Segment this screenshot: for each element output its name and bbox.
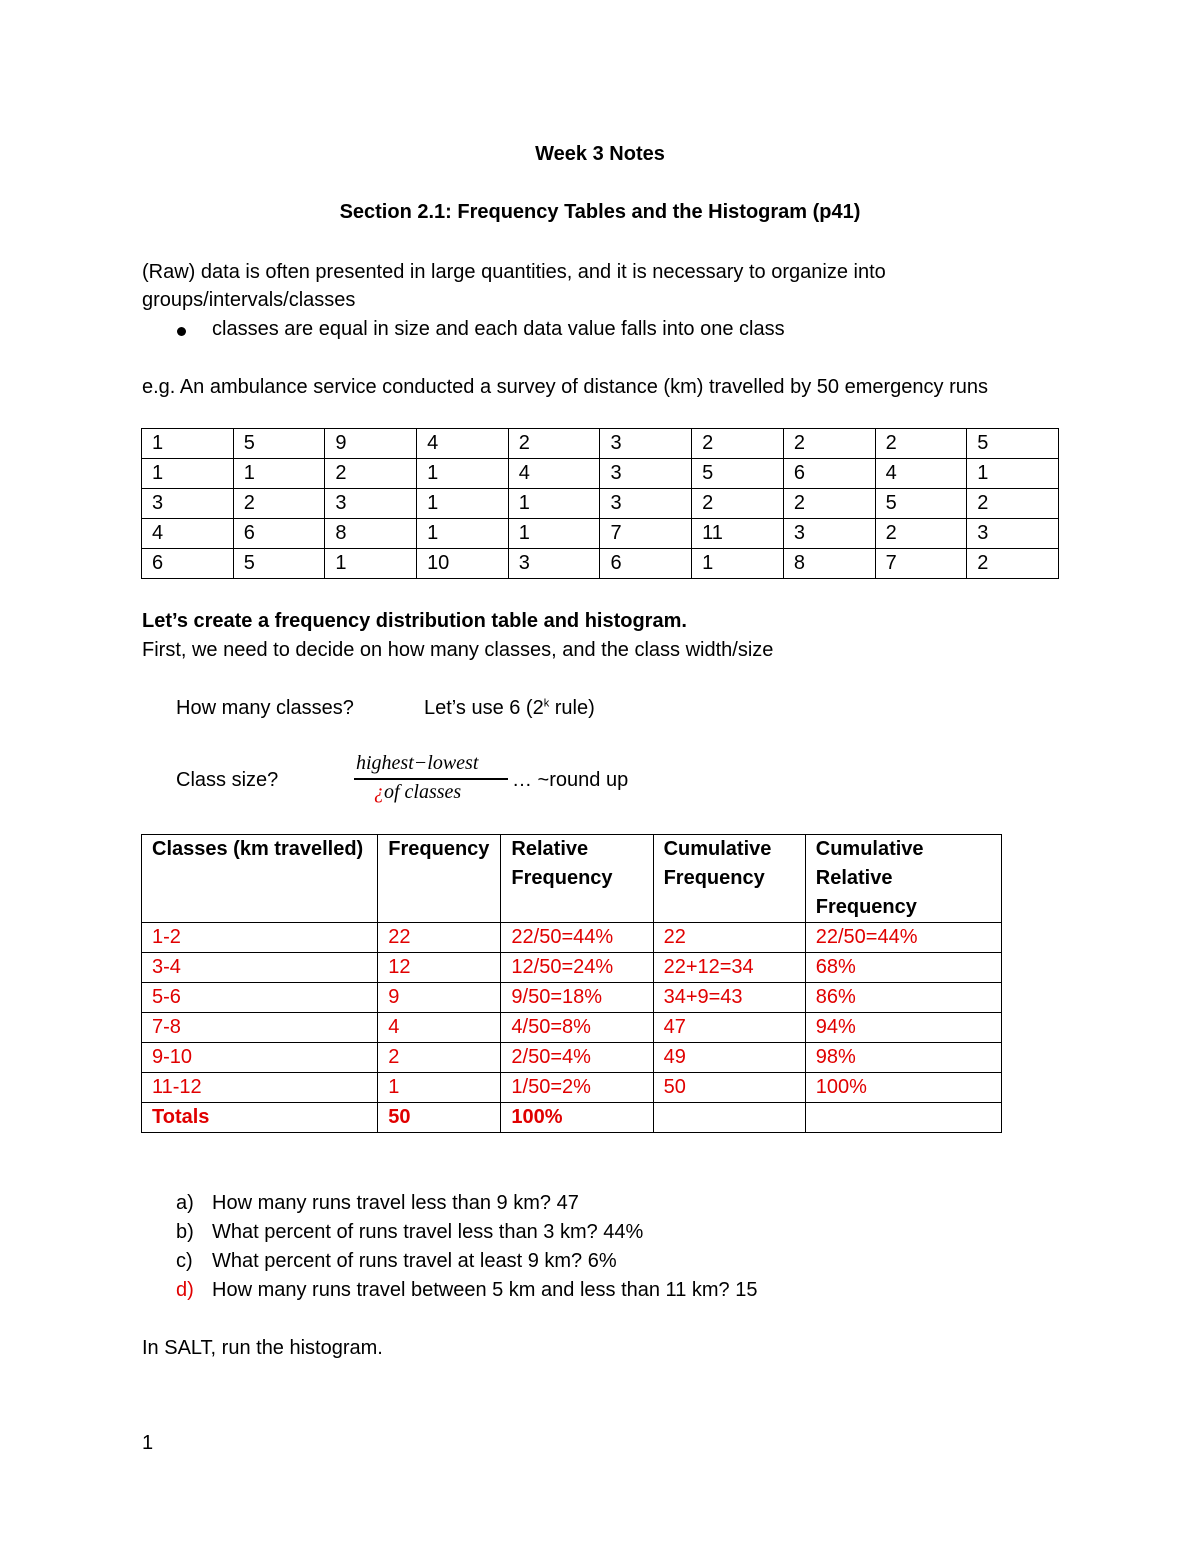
freq-cell: 3-4 xyxy=(142,953,378,983)
raw-data-cell: 2 xyxy=(692,489,784,519)
freq-cell: 22/50=44% xyxy=(501,923,653,953)
raw-data-cell: 8 xyxy=(783,549,875,579)
freq-cell: 2 xyxy=(378,1043,501,1073)
freq-cell: 11-12 xyxy=(142,1073,378,1103)
raw-data-cell: 3 xyxy=(967,519,1059,549)
raw-data-cell: 2 xyxy=(783,429,875,459)
raw-data-cell: 3 xyxy=(600,429,692,459)
freq-header-line: Classes (km travelled) xyxy=(152,838,364,860)
freq-row xyxy=(142,1043,1002,1073)
bullet-text: classes are equal in size and each data value falls into one class xyxy=(212,318,785,340)
first-line: First, we need to decide on how many classes, and the class width/size xyxy=(142,639,774,661)
freq-header-cell xyxy=(142,835,378,923)
freq-cell: 2/50=4% xyxy=(501,1043,653,1073)
question-label: d) xyxy=(176,1279,194,1301)
raw-data-cell: 2 xyxy=(967,549,1059,579)
freq-cell: 1 xyxy=(378,1073,501,1103)
fraction-denominator-text: of classes xyxy=(384,781,462,803)
class-size-suffix: … ~round up xyxy=(512,769,629,791)
intro-line-1: (Raw) data is often presented in large quantities, and it is necessary to organize into xyxy=(142,261,886,283)
raw-data-row xyxy=(142,459,1059,489)
raw-data-cell: 2 xyxy=(783,489,875,519)
raw-data-row xyxy=(142,429,1059,459)
freq-header-cell xyxy=(653,835,805,923)
bullet-icon xyxy=(177,327,186,336)
how-many-answer-prefix: Let’s use 6 (2 xyxy=(424,697,544,719)
freq-header-cell xyxy=(805,835,1001,923)
raw-data-cell: 2 xyxy=(325,459,417,489)
freq-header-line: Relative xyxy=(511,838,589,860)
freq-cell: 100% xyxy=(805,1073,1001,1103)
freq-totals-cell: 50 xyxy=(378,1103,501,1133)
raw-data-cell: 1 xyxy=(325,549,417,579)
raw-data-cell: 1 xyxy=(508,489,600,519)
freq-cell: 94% xyxy=(805,1013,1001,1043)
raw-data-cell: 4 xyxy=(417,429,509,459)
raw-data-cell: 2 xyxy=(875,429,967,459)
freq-totals-cell xyxy=(653,1103,805,1133)
freq-totals-cell: 100% xyxy=(501,1103,653,1133)
how-many-answer-sup: k xyxy=(543,697,550,710)
section-heading: Section 2.1: Frequency Tables and the Histogram (p41) xyxy=(339,201,861,223)
fraction-numerator: highest−lowest xyxy=(356,752,479,774)
raw-data-cell: 2 xyxy=(967,489,1059,519)
fraction-denominator-prefix: ¿ xyxy=(374,781,384,803)
freq-cell: 22 xyxy=(378,923,501,953)
question-label: c) xyxy=(176,1250,193,1272)
raw-data-cell: 3 xyxy=(508,549,600,579)
freq-cell: 9-10 xyxy=(142,1043,378,1073)
how-many-question: How many classes? xyxy=(176,697,354,719)
freq-header-cell xyxy=(378,835,501,923)
raw-data-cell: 6 xyxy=(233,519,325,549)
freq-cell: 22+12=34 xyxy=(653,953,805,983)
raw-data-cell: 11 xyxy=(692,519,784,549)
fraction-denominator xyxy=(374,781,461,804)
freq-cell: 5-6 xyxy=(142,983,378,1013)
raw-data-cell: 1 xyxy=(508,519,600,549)
freq-cell: 1-2 xyxy=(142,923,378,953)
freq-header-row xyxy=(142,835,1002,923)
frequency-table xyxy=(141,834,1002,1133)
raw-data-cell: 3 xyxy=(600,489,692,519)
question-text: How many runs travel less than 9 km? 47 xyxy=(212,1192,579,1214)
raw-data-cell: 2 xyxy=(692,429,784,459)
freq-cell: 22/50=44% xyxy=(805,923,1001,953)
raw-data-row xyxy=(142,549,1059,579)
freq-header-line: Frequency xyxy=(511,867,613,889)
raw-data-cell: 1 xyxy=(692,549,784,579)
freq-row xyxy=(142,983,1002,1013)
question-text: What percent of runs travel less than 3 km? 44% xyxy=(212,1221,644,1243)
freq-header-line: Frequency xyxy=(663,867,765,889)
raw-data-cell: 5 xyxy=(233,549,325,579)
freq-cell: 50 xyxy=(653,1073,805,1103)
raw-data-row xyxy=(142,489,1059,519)
freq-cell: 34+9=43 xyxy=(653,983,805,1013)
raw-data-cell: 6 xyxy=(600,549,692,579)
raw-data-cell: 3 xyxy=(325,489,417,519)
raw-data-cell: 6 xyxy=(142,549,234,579)
freq-cell: 9/50=18% xyxy=(501,983,653,1013)
raw-data-cell: 1 xyxy=(417,519,509,549)
freq-cell: 86% xyxy=(805,983,1001,1013)
raw-data-cell: 2 xyxy=(508,429,600,459)
freq-totals-cell xyxy=(805,1103,1001,1133)
freq-cell: 98% xyxy=(805,1043,1001,1073)
freq-totals-row xyxy=(142,1103,1002,1133)
freq-header-line: Cumulative xyxy=(663,838,772,860)
freq-header-line: Frequency xyxy=(815,896,917,918)
class-size-label: Class size? xyxy=(176,769,279,791)
freq-row xyxy=(142,923,1002,953)
freq-row xyxy=(142,953,1002,983)
raw-data-cell: 8 xyxy=(325,519,417,549)
freq-cell: 12/50=24% xyxy=(501,953,653,983)
raw-data-cell: 4 xyxy=(875,459,967,489)
raw-data-cell: 3 xyxy=(783,519,875,549)
freq-cell: 9 xyxy=(378,983,501,1013)
freq-row xyxy=(142,1073,1002,1103)
freq-header-line: Frequency xyxy=(388,838,490,860)
raw-data-cell: 5 xyxy=(692,459,784,489)
raw-data-cell: 2 xyxy=(875,519,967,549)
question-label: a) xyxy=(176,1192,194,1214)
freq-header-line: Cumulative xyxy=(815,838,924,860)
example-text: e.g. An ambulance service conducted a survey of distance (km) travelled by 50 emergency runs xyxy=(142,376,988,398)
freq-header-cell xyxy=(501,835,653,923)
raw-data-table xyxy=(141,428,1059,579)
raw-data-cell: 7 xyxy=(600,519,692,549)
freq-cell: 4/50=8% xyxy=(501,1013,653,1043)
raw-data-cell: 1 xyxy=(967,459,1059,489)
raw-data-cell: 5 xyxy=(967,429,1059,459)
freq-cell: 49 xyxy=(653,1043,805,1073)
raw-data-cell: 7 xyxy=(875,549,967,579)
freq-row xyxy=(142,1013,1002,1043)
salt-line: In SALT, run the histogram. xyxy=(142,1337,383,1359)
raw-data-cell: 6 xyxy=(783,459,875,489)
raw-data-cell: 3 xyxy=(600,459,692,489)
freq-cell: 68% xyxy=(805,953,1001,983)
intro-line-2: groups/intervals/classes xyxy=(142,289,356,311)
raw-data-cell: 5 xyxy=(875,489,967,519)
raw-data-cell: 1 xyxy=(417,459,509,489)
raw-data-row xyxy=(142,519,1059,549)
raw-data-cell: 4 xyxy=(508,459,600,489)
create-heading: Let’s create a frequency distribution table and histogram. xyxy=(142,610,687,632)
freq-cell: 22 xyxy=(653,923,805,953)
raw-data-cell: 1 xyxy=(233,459,325,489)
freq-header-line: Relative xyxy=(815,867,893,889)
freq-cell: 4 xyxy=(378,1013,501,1043)
freq-cell: 47 xyxy=(653,1013,805,1043)
raw-data-cell: 3 xyxy=(142,489,234,519)
how-many-answer-suffix: rule) xyxy=(549,697,595,719)
question-text: What percent of runs travel at least 9 km? 6% xyxy=(212,1250,617,1272)
freq-totals-cell: Totals xyxy=(142,1103,378,1133)
raw-data-cell: 1 xyxy=(417,489,509,519)
question-label: b) xyxy=(176,1221,194,1243)
freq-cell: 7-8 xyxy=(142,1013,378,1043)
raw-data-cell: 1 xyxy=(142,459,234,489)
how-many-answer xyxy=(424,697,595,720)
fraction-bar xyxy=(354,778,508,780)
raw-data-cell: 4 xyxy=(142,519,234,549)
question-text: How many runs travel between 5 km and less than 11 km? 15 xyxy=(212,1279,758,1301)
raw-data-cell: 1 xyxy=(142,429,234,459)
raw-data-cell: 10 xyxy=(417,549,509,579)
raw-data-cell: 5 xyxy=(233,429,325,459)
raw-data-cell: 9 xyxy=(325,429,417,459)
raw-data-cell: 2 xyxy=(233,489,325,519)
freq-cell: 12 xyxy=(378,953,501,983)
page-title: Week 3 Notes xyxy=(535,143,665,165)
freq-cell: 1/50=2% xyxy=(501,1073,653,1103)
page-number: 1 xyxy=(142,1432,154,1454)
